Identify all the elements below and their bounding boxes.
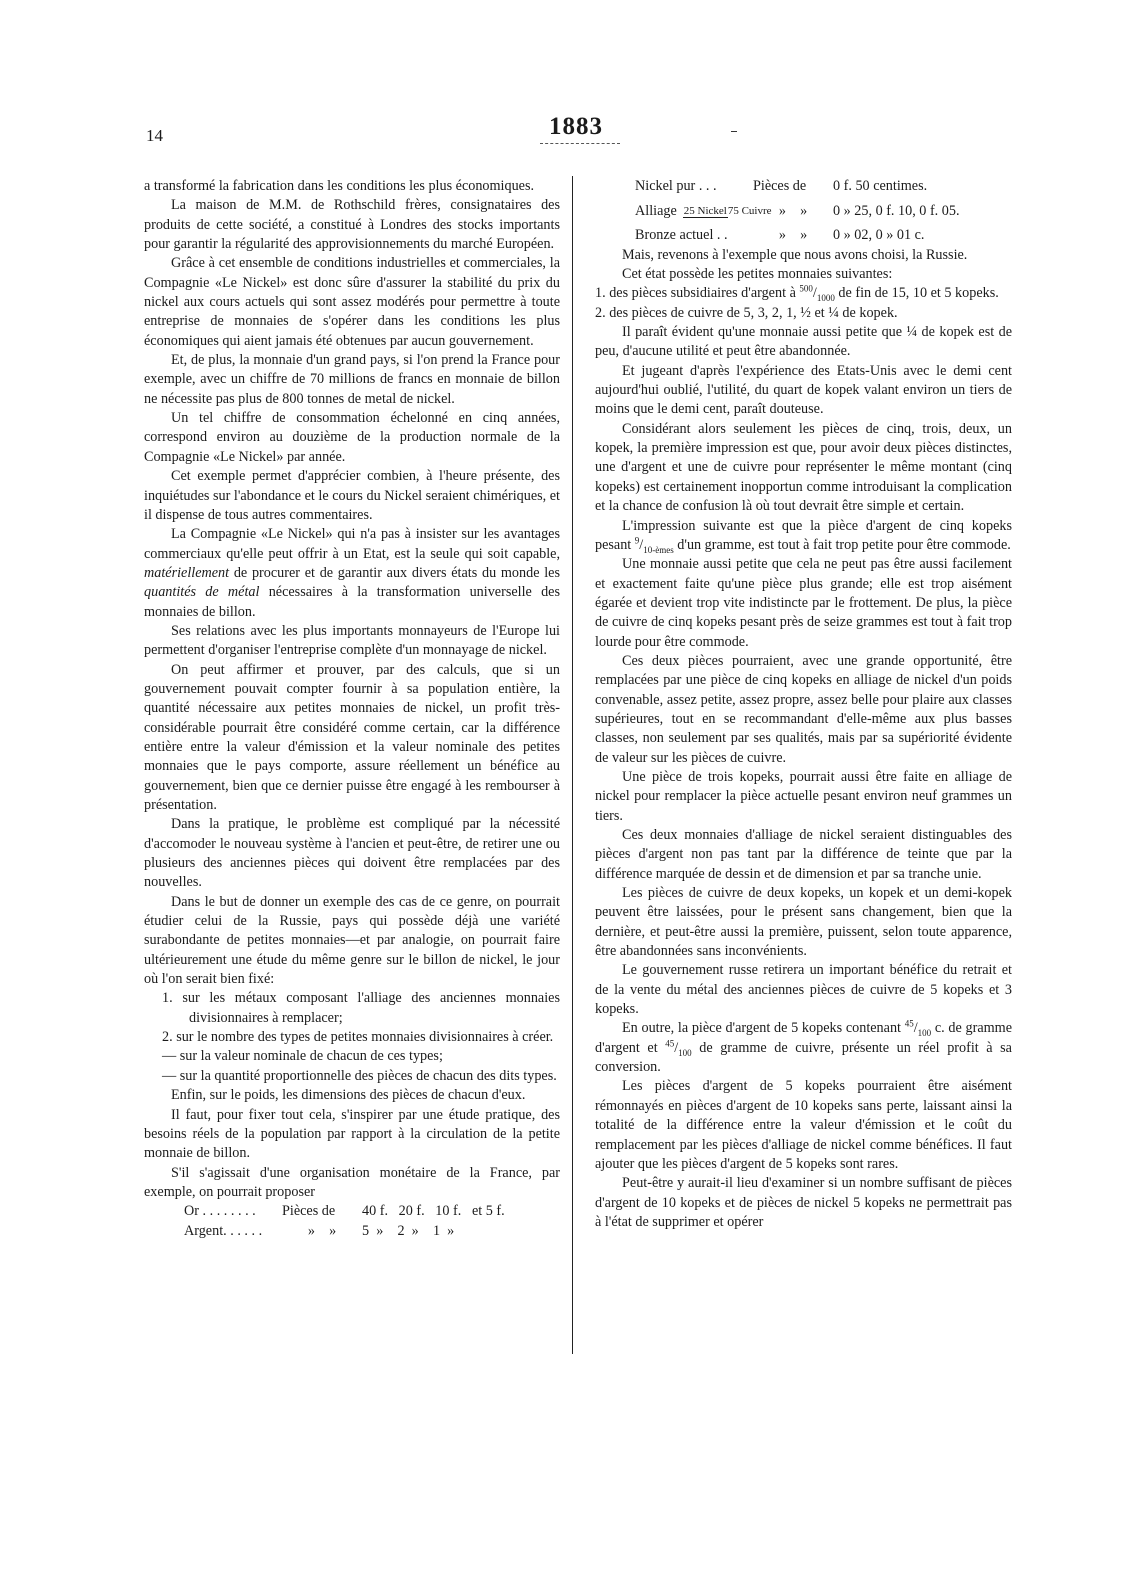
paragraph: Dans le but de donner un exemple des cas de ce genre, on pourrait étudier celui de la Russie, pays qui possède déjà une variété surabondante de petites monnaies—et par analogie, on pourrait faire ultérieurement une étude du même genre sur le billon de nickel, le jour où l'on serait bien fixé: — [144, 893, 560, 988]
coin-row-alloy: Alliage 25 Nickel75 Cuivre » » 0 » 25, 0 f. 10, 0 f. 05. — [635, 202, 960, 219]
paragraph: Ces deux monnaies d'alliage de nickel seraient distinguables des pièces d'argent non pas tant par la différence de teinte que par la différence marquée de dessin et de dimension et par sa tranche unie. — [595, 827, 1012, 882]
paragraph: Grâce à cet ensemble de conditions industrielles et commerciales, la Compagnie «Le Nickel» est donc sûre d'assurer la stabilité du prix du nickel aux cours actuels qui sont assez modérés pour permettre à toute entreprise de monnaies de s'opérer dans les conditions les plus économiques qui aient jamais été obtenues par aucun gouvernement. — [144, 255, 560, 349]
paragraph: Les pièces d'argent de 5 kopeks pourraient être aisément rémonnayés en pièces d'argent de 10 kopeks sans perte, laissant ainsi la totalité de la différence entre la valeur d'émission et le coût du remplacement par les pièces d'alliage de nickel comme bénéfices. Il faut ajouter que les pièces d'argent de 5 kopeks sont rares. — [595, 1078, 1012, 1172]
header-ornament — [540, 143, 620, 144]
paragraph: Il paraît évident qu'une monnaie aussi petite que ¼ de kopek est de peu, d'aucune utilité et peut être abandonnée. — [595, 324, 1012, 360]
coin-row-bronze: Bronze actuel . . » » 0 » 02, 0 » 01 c. — [635, 227, 925, 244]
paragraph: La maison de M.M. de Rothschild frères, consignataires des produits de cette société, a constitué à Londres des stocks importants pour garantir la régularité des approvisionnements du marché Européen. — [144, 197, 560, 253]
coin-row-silver: Argent. . . . . . » » 5 » 2 » 1 » — [184, 1222, 455, 1239]
paragraph: Dans la pratique, le problème est compliqué par la nécessité d'accomoder le nouveau système à l'ancien et peut-être, de retirer une ou plusieurs des anciennes pièces qui doivent être remplacées par des nouvelles. — [144, 816, 560, 891]
paragraph: L'impression suivante est que la pièce d'argent de cinq kopeks pesant $^9/_{10-èmes}$ d'un gramme, est tout à fait trop petite pour être commode. — [595, 517, 1012, 555]
paragraph: On peut affirmer et prouver, par des calculs, que si un gouvernement pouvait compter fournir à sa population entière, la quantité nécessaire aux petites monnaies de nickel, un profit très-considérable pourrait être considéré comme certain, car la différence entière entre la valeur d'émission et la valeur nominale des petites monnaies que le pays comporte, assure réellement un bénéfice au gouvernement, bien que ce dernier puisse être engagé à les rembourser à présentation. — [144, 661, 560, 813]
paragraph: Cet état possède les petites monnaies suivantes: — [622, 266, 893, 283]
paragraph: Considérant alors seulement les pièces de cinq, trois, deux, un kopek, la première impression est que, pour avoir deux pièces distinctes, une d'argent et une de cuivre pour représenter le même montant (cinq kopeks) est certainement inopportun comme introduisant la complication et la chance de confusion là où tout devrait être simple et certain. — [595, 420, 1012, 515]
paragraph: a transformé la fabrication dans les conditions les plus économiques. — [144, 178, 535, 194]
header-mark — [731, 131, 737, 132]
paragraph: S'il s'agissait d'une organisation monétaire de la France, par exemple, on pourrait proposer — [144, 1164, 560, 1200]
list-item: 1. des pièces subsidiaires d'argent à $^{500}/_{1000}$ de fin de 15, 10 et 5 kopeks. — [595, 283, 999, 304]
paragraph: Une monnaie aussi petite que cela ne peut pas être aussi facilement et exactement faite qu'une pièce plus grande; elle est trop aisément égarée et devient trop vite indistincte par le frottement. De plus, la pièce de cuivre de cinq kopeks pesant près de seize grammes est tout à fait trop lourde pour être commode. — [595, 556, 1012, 650]
column-divider — [572, 176, 573, 1354]
paragraph: Et jugeant d'après l'expérience des Etats-Unis avec le demi cent aujourd'hui oublié, l'utilité, du quart de kopek valant environ un tiers de moins que le demi cent, paraît douteuse. — [595, 362, 1012, 418]
paragraph: Une pièce de trois kopeks, pourrait aussi être faite en alliage de nickel pour remplacer la pièce actuelle pesant environ neuf grammes un tiers. — [595, 768, 1012, 824]
criteria-list — [144, 989, 560, 1086]
paragraph: En outre, la pièce d'argent de 5 kopeks contenant $^{45}/_{100}$ c. de gramme d'argent et $^{45}/_{100}$ de gramme de cuivre, présente un réel profit à sa conversion. — [595, 1018, 1013, 1076]
paragraph: Un tel chiffre de consommation échelonné en cinq années, correspond environ au douzième de la production normale de la Compagnie «Le Nickel» par année. — [144, 410, 560, 465]
right-column — [595, 177, 1012, 1232]
paragraph: Cet exemple permet d'apprécier combien, à l'heure présente, des inquiétudes sur l'abondance et le cours du Nickel seraient chimériques, et il dispense de tous autres commentaires. — [144, 468, 560, 523]
page-number: 14 — [146, 126, 163, 145]
header-year: 1883 — [549, 113, 603, 140]
coin-row-gold: Or . . . . . . . . Pièces de 40 f. 20 f. 10 f. et 5 f. — [184, 1203, 505, 1220]
russia-coins-list — [595, 284, 1012, 323]
list-item: — sur la valeur nominale de chacun de ces types; — [162, 1048, 443, 1065]
coin-row-nickel: Nickel pur . . . Pièces de 0 f. 50 centimes. — [635, 178, 928, 194]
paragraph: La Compagnie «Le Nickel» qui n'a pas à insister sur les avantages commerciaux qu'elle peut offrir à un Etat, est la seule qui soit capable, matériellement de procurer et de garantir aux divers états du monde les quantités de métal nécessaires à la transformation universelle des monnaies de billon. — [144, 526, 560, 620]
list-item: 2. des pièces de cuivre de 5, 3, 2, 1, ½ et ¼ de kopek. — [595, 304, 898, 321]
paragraph: Mais, revenons à l'exemple que nous avons choisi, la Russie. — [622, 246, 968, 263]
list-item: 1. sur les métaux composant l'alliage des anciennes monnaies divisionnaires à remplacer; — [162, 990, 560, 1026]
paragraph: Ces deux pièces pourraient, avec une grande opportunité, être remplacées par une pièce de cinq kopeks en alliage de nickel d'un poids convenable, assez petite, assez propre, assez belle pour plaire aux classes supérieures, tout en se recommandant d'elle-même aux plus basses classes, non seulement par ses qualités, mais par sa supériorité évidente de valeur sur les pièces de cuivre. — [595, 652, 1012, 766]
list-item: 2. sur le nombre des types de petites monnaies divisionnaires à créer. — [162, 1029, 554, 1046]
list-item: — sur la quantité proportionnelle des pièces de chacun des dits types. — [162, 1067, 557, 1084]
paragraph: Il faut, pour fixer tout cela, s'inspirer par une étude pratique, des besoins réels de la population par rapport à la circulation de la petite monnaie de billon. — [144, 1106, 560, 1162]
paragraph: Enfin, sur le poids, les dimensions des pièces de chacun d'eux. — [171, 1087, 526, 1104]
paragraph: Et, de plus, la monnaie d'un grand pays, si l'on prend la France pour exemple, avec un chiffre de 70 millions de francs en monnaie de billon ne nécessite pas plus de 800 tonnes de metal de nickel. — [144, 352, 560, 407]
paragraph: Le gouvernement russe retirera un important bénéfice du retrait et de la vente du métal des anciennes pièces de cuivre de 5 kopeks et 3 kopeks. — [595, 962, 1012, 1018]
paragraph: Ses relations avec les plus importants monnayeurs de l'Europe lui permettent d'organiser l'entreprise complète d'un monnayage de nickel. — [144, 622, 560, 659]
left-column — [144, 177, 560, 1241]
paragraph: Les pièces de cuivre de deux kopeks, un kopek et un demi-kopek peuvent être laissées, pour le présent sans changement, bien que la dernière, et peut-être aussi la première, puissent, selon toute apparence, être abandonnées sans inconvénients. — [595, 885, 1012, 960]
paragraph: Peut-être y aurait-il lieu d'examiner si un nombre suffisant de pièces d'argent de 10 kopeks et de pièces de nickel 5 kopeks ne permettrait pas à l'état de supprimer et opérer — [595, 1175, 1012, 1230]
alloy-fraction: 25 Nickel75 Cuivre — [683, 204, 772, 217]
